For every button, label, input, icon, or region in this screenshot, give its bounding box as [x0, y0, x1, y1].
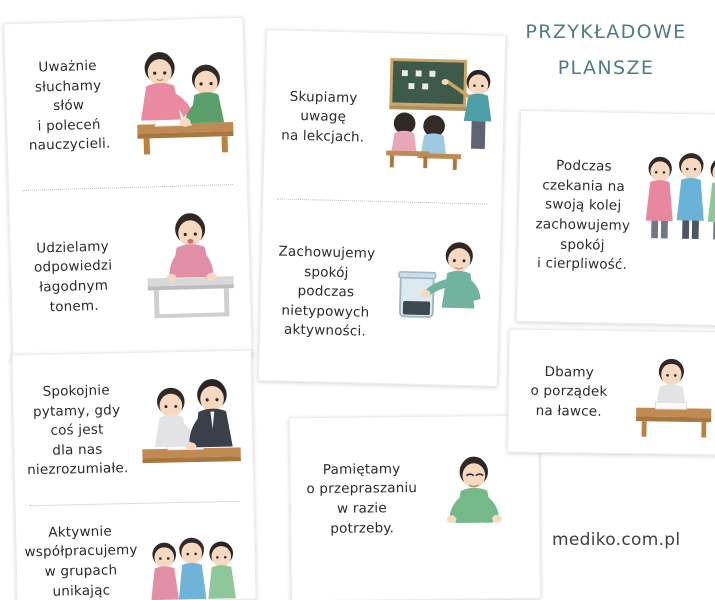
- sheet-middle-bottom: [289, 415, 541, 600]
- illustration-boy-with-glass-jar-experiment: [383, 211, 497, 380]
- card-text: Podczas czekania na swoją kolej zachowujemy spokój i cierpliwość.: [535, 157, 631, 274]
- sheet-left: [3, 17, 252, 364]
- card-divider: [23, 184, 232, 191]
- card-text: Pamiętamy o przepraszaniu w razie potrzeby.: [306, 461, 418, 537]
- card-dbamy-o-porzadek[interactable]: [508, 333, 715, 452]
- card-zachowujemy-spokoj[interactable]: [259, 208, 503, 380]
- illustration-pupil-tidy-desk: [620, 335, 715, 452]
- card-udzielamy-odpowiedzi[interactable]: [9, 194, 253, 359]
- illustration-teacher-explaining-to-pupil: [131, 359, 248, 499]
- card-spokojnie-pytamy[interactable]: [13, 358, 256, 501]
- card-divider: [30, 501, 239, 506]
- card-pamietamy-o-przepraszaniu[interactable]: [290, 422, 542, 577]
- card-text: Spokojnie pytamy, gdy coś jest dla nas niezrozumiałe.: [27, 382, 129, 479]
- card-text: Uważnie słuchamy słów i poleceń nauczycieli.: [28, 57, 111, 155]
- card-text: Udzielamy odpowiedzi łagodnym tonem.: [33, 238, 113, 315]
- page-title: [506, 14, 706, 86]
- card-uwaznie-sluchamy[interactable]: [4, 24, 248, 187]
- card-text: Zachowujemy spokój podczas nietypowych aktywności.: [278, 243, 376, 340]
- page-title-line2: PLANSZE: [557, 57, 655, 80]
- illustration-pupil-speaking-at-desk: [125, 194, 245, 355]
- sheet-right-bottom: [507, 328, 715, 455]
- illustration-group-of-children: [136, 509, 250, 600]
- sheet-lower-left: [11, 350, 256, 600]
- card-text: Skupiamy uwagę na lekcjach.: [280, 88, 365, 146]
- card-skupiamy-uwage[interactable]: [263, 38, 507, 200]
- card-text: Dbamy o porządek na ławce.: [530, 363, 608, 420]
- illustration-children-queueing: [637, 119, 715, 317]
- watermark-mediko: mediko.com.pl: [552, 530, 681, 550]
- illustration-teacher-helping-pupil-at-desk: [120, 24, 240, 183]
- card-aktywnie-wspolpracujemy[interactable]: [16, 508, 258, 600]
- card-podczas-czekania[interactable]: [517, 117, 715, 317]
- page-title-line1: PRZYKŁADOWE: [525, 21, 687, 43]
- illustration-classroom-blackboard-teacher: [373, 41, 501, 200]
- sheet-middle: [258, 29, 507, 387]
- card-text: Aktywnie współpracujemy w grupach unikając: [24, 523, 138, 600]
- sheet-right-top: [516, 110, 715, 326]
- card-divider: [277, 198, 486, 204]
